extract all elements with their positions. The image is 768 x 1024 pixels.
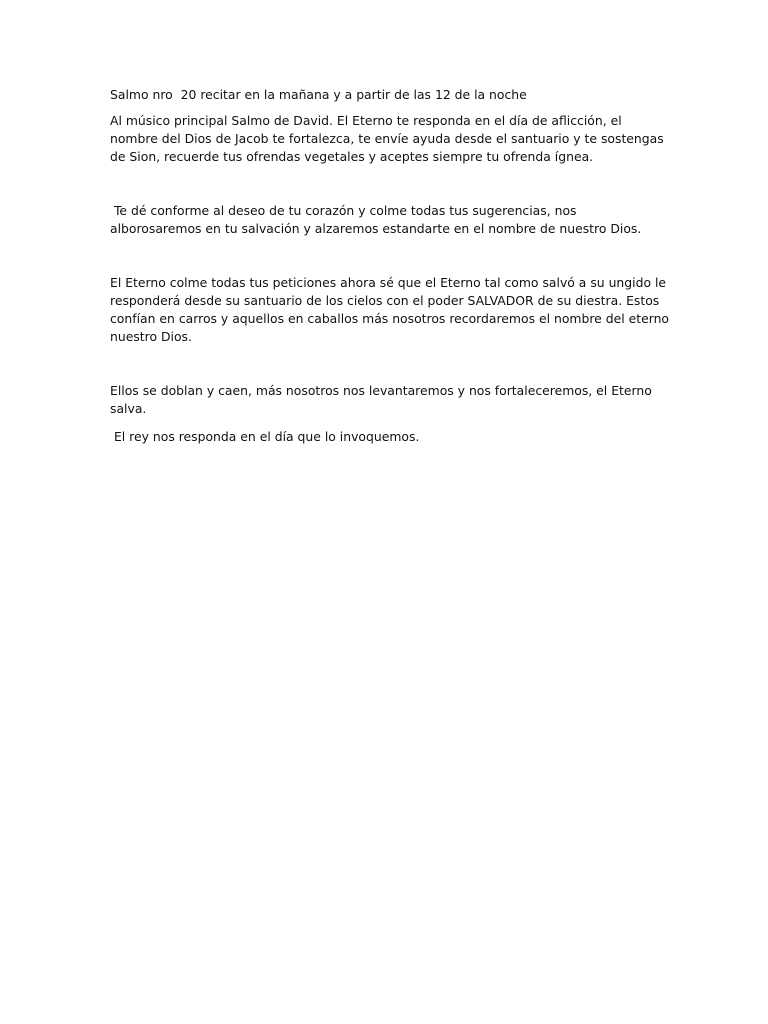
paragraph-2: Te dé conforme al deseo de tu corazón y colme todas tus sugerencias, nos alborosaremos en tu salvación y alzaremos estandarte en el nombre de nuestro Dios.	[110, 203, 642, 236]
document-title: Salmo nro 20 recitar en la mañana y a partir de las 12 de la noche	[110, 87, 527, 102]
paragraph-5: El rey nos responda en el día que lo invoquemos.	[110, 429, 420, 444]
document-page	[110, 86, 673, 446]
paragraph-3: El Eterno colme todas tus peticiones ahora sé que el Eterno tal como salvó a su ungido le responderá desde su santuario de los cielos con el poder SALVADOR de su diestra. Estos confían en carros y aquellos en caballos más nosotros recordaremos el nombre del eterno nuestro Dios.	[110, 275, 673, 344]
paragraph-1: Al músico principal Salmo de David. El Eterno te responda en el día de aflicción, el nombre del Dios de Jacob te fortalezca, te envíe ayuda desde el santuario y te sostengas de Sion, recuerde tus ofrendas vegetales y aceptes siempre tu ofrenda ígnea.	[110, 113, 668, 164]
paragraph-4: Ellos se doblan y caen, más nosotros nos levantaremos y nos fortaleceremos, el Eterno salva.	[110, 383, 656, 416]
